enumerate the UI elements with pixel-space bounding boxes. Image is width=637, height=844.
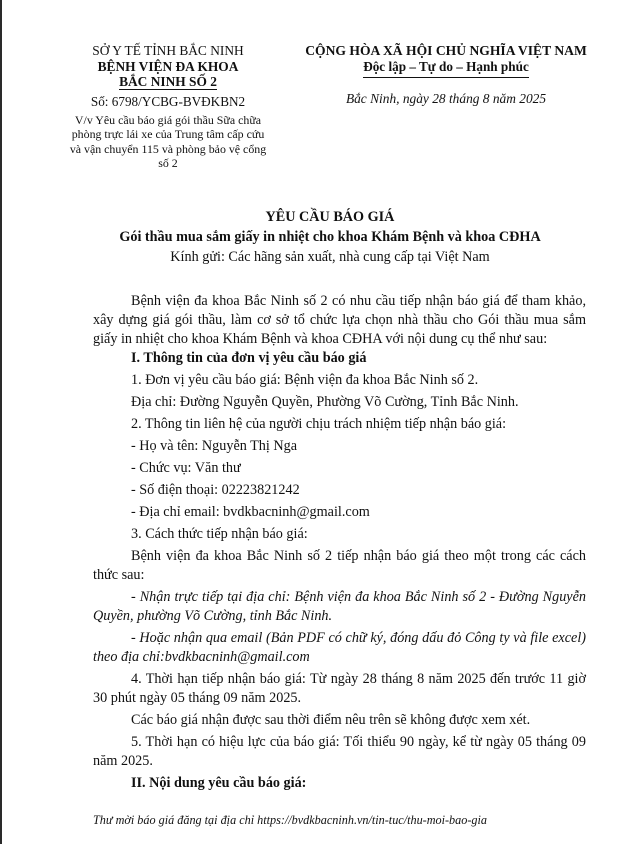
document-title: YÊU CẦU BÁO GIÁ — [265, 209, 395, 225]
receipt-method-direct: - Nhận trực tiếp tại địa chỉ: Bệnh viện đa khoa Bắc Ninh số 2 - Đường Nguyễn Quyền, phường Võ Cường, tỉnh Bắc Ninh. — [93, 589, 586, 624]
ministry-name: SỞ Y TẾ TỈNH BẮC NINH — [92, 43, 244, 58]
section-2-heading: II. Nội dung yêu cầu báo giá: — [131, 775, 307, 791]
contact-position: - Chức vụ: Văn thư — [131, 460, 241, 476]
requesting-unit: 1. Đơn vị yêu cầu báo giá: Bệnh viện đa khoa Bắc Ninh số 2. — [131, 372, 479, 388]
receipt-method-email: - Hoặc nhận qua email (Bản PDF có chữ ký, đóng dấu đỏ Công ty và file excel) theo địa chỉ:bvdkbacninh@gmail.com — [93, 630, 586, 665]
contact-info-heading: 2. Thông tin liên hệ của người chịu trách nhiệm tiếp nhận báo giá: — [131, 416, 507, 432]
contact-name: - Họ và tên: Nguyễn Thị Nga — [131, 438, 298, 454]
contact-email: - Địa chỉ email: bvdkbacninh@gmail.com — [131, 504, 370, 520]
unit-address: Địa chỉ: Đường Nguyễn Quyền, Phường Võ Cường, Tỉnh Bắc Ninh. — [131, 394, 519, 410]
package-title: Gói thầu mua sắm giấy in nhiệt cho khoa Khám Bệnh và khoa CĐHA — [119, 229, 541, 245]
receipt-method-description: Bệnh viện đa khoa Bắc Ninh số 2 tiếp nhận báo giá theo một trong các cách thức sau: — [93, 548, 586, 583]
document-body — [93, 292, 586, 793]
national-header — [296, 43, 596, 107]
issuer-header — [64, 43, 272, 171]
section-1-heading: I. Thông tin của đơn vị yêu cầu báo giá — [131, 350, 367, 366]
hospital-name-line1: BỆNH VIỆN ĐA KHOA — [97, 58, 239, 74]
receipt-method-heading: 3. Cách thức tiếp nhận báo giá: — [131, 526, 308, 542]
document-number: Số: 6798/YCBG-BVĐKBN2 — [90, 93, 246, 109]
hospital-name-line2 — [64, 74, 272, 90]
contact-phone: - Số điện thoại: 02223821242 — [131, 482, 300, 498]
hospital-name-line2-text: BẮC NINH SỐ 2 — [119, 74, 217, 89]
footer-note: Thư mời báo giá đăng tại địa chỉ https://bvdkbacninh.vn/tin-tuc/thu-moi-bao-gia — [93, 813, 487, 827]
national-motto: Độc lập – Tự do – Hạnh phúc — [363, 59, 529, 78]
intro-paragraph: Bệnh viện đa khoa Bắc Ninh số 2 có nhu cầu tiếp nhận báo giá để tham khảo, xây dựng giá gói thầu, làm cơ sở tổ chức lựa chọn nhà thầu cho Gói thầu mua sắm giấy in nhiệt cho khoa Khám Bệnh và khoa CĐHA với nội dung cụ thể như sau: — [93, 293, 586, 347]
title-block — [60, 208, 600, 267]
place-date: Bắc Ninh, ngày 28 tháng 8 năm 2025 — [345, 91, 547, 106]
quote-validity: 5. Thời hạn có hiệu lực của báo giá: Tối thiểu 90 ngày, kể từ ngày 05 tháng 09 năm 2025. — [93, 734, 586, 769]
document-subject: V/v Yêu cầu báo giá gói thầu Sữa chữa phòng trực lái xe của Trung tâm cấp cứu và vận chuyển 115 và phòng bảo vệ cổng số 2 — [69, 113, 267, 171]
receipt-deadline: 4. Thời hạn tiếp nhận báo giá: Từ ngày 28 tháng 8 năm 2025 đến trước 11 giờ 30 phút ngày 05 tháng 09 năm 2025. — [93, 671, 586, 706]
recipient-line: Kính gửi: Các hãng sản xuất, nhà cung cấp tại Việt Nam — [170, 249, 490, 265]
nation-title: CỘNG HÒA XÃ HỘI CHỦ NGHĨA VIỆT NAM — [305, 43, 587, 58]
late-submission-note: Các báo giá nhận được sau thời điểm nêu trên sẽ không được xem xét. — [131, 712, 531, 728]
